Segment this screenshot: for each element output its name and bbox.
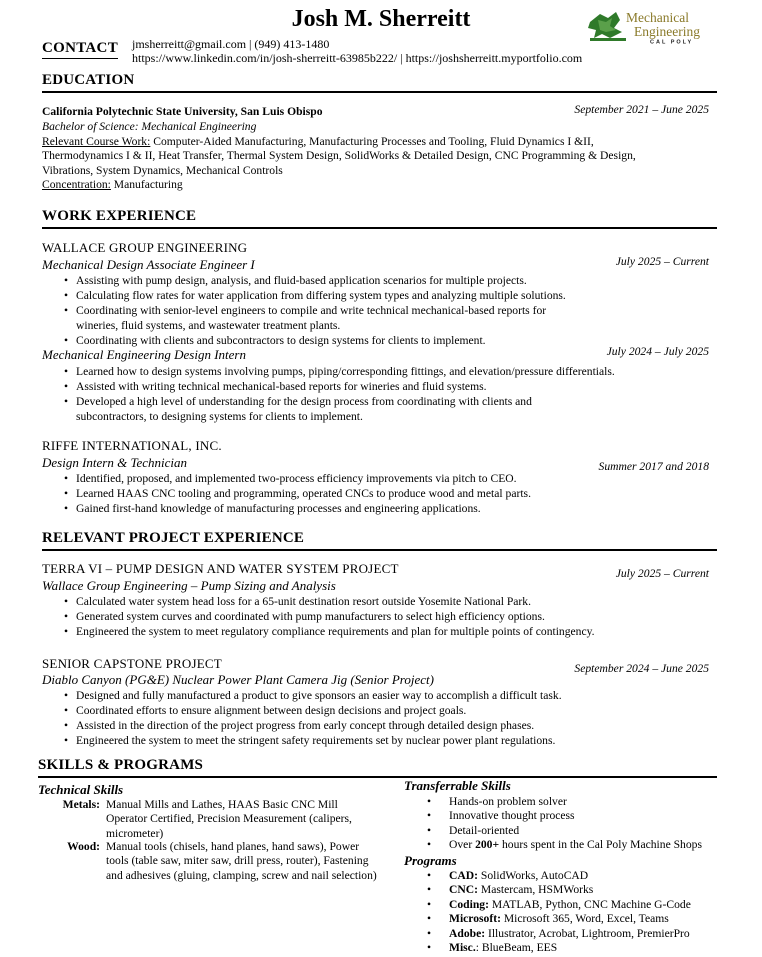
education-rule [42,91,717,93]
transferrable-skills-heading: Transferrable Skills [404,778,511,793]
list-item: • Learned HAAS CNC tooling and programming, operated CNCs to produce wood and metal parts. [42,486,722,501]
riffe-date: Summer 2017 and 2018 [598,460,709,473]
list-item: • Coordinated efforts to ensure alignment between design decisions and project goals. [42,703,722,718]
list-item: • Coordinating with clients and subcontractors to design systems for clients to implement. [42,333,722,348]
program-label: CAD: [449,869,478,882]
terra-date: July 2025 – Current [615,567,709,580]
cal-poly-leaf-icon [586,8,722,44]
wallace-role1: Mechanical Design Associate Engineer I [42,257,255,272]
contact-links[interactable]: https://www.linkedin.com/in/josh-sherreitt-63985b222/ | https://joshsherreitt.myportfolio.com [132,51,583,65]
metals-line: Manual Mills and Lathes, HAAS Basic CNC Mill [106,798,338,811]
list-item [404,898,734,912]
education-heading: EDUCATION [42,72,135,88]
skills-rule [38,776,717,778]
list-item: • Hands-on problem solver [404,795,734,809]
list-item: • Assisted in the direction of the project progress from early concept through detailed design phases. [42,718,722,733]
wood-line: and adhesives (gluing, clamping, screw and nail selection) [106,868,377,882]
list-item-text: hours spent in the Cal Poly Machine Shops [499,838,702,852]
program-label: Coding: [449,897,489,911]
list-item-text-cont: wineries, fluid systems, and wastewater treatment plants. [76,319,341,332]
mechanical-engineering-logo [586,8,722,44]
work-heading: WORK EXPERIENCE [42,208,197,224]
list-item [404,838,734,852]
metals-line: Operator Certified, Precision Measurement (calipers, [106,812,352,826]
transferrable-skills-list [404,795,734,853]
capstone-date: September 2024 – June 2025 [574,662,709,675]
list-item [404,869,734,883]
programs-list [404,869,734,955]
resume-name: Josh M. Sherreitt [291,6,471,32]
school-dates: September 2021 – June 2025 [574,103,709,116]
coursework-line3: Vibrations, System Dynamics, Mechanical Controls [42,163,283,177]
list-item: • Identified, proposed, and implemented two-process efficiency improvements via pitch to CEO. [42,471,722,486]
program-value: Microsoft 365, Word, Excel, Teams [500,912,669,926]
skills-heading: SKILLS & PROGRAMS [38,757,204,773]
list-item-text: Over [449,838,476,852]
list-item: • Engineered the system to meet regulatory compliance requirements and plan for multiple points of contingency. [42,624,722,639]
riffe-org: RIFFE INTERNATIONAL, INC. [42,438,222,453]
list-item [404,941,734,955]
contact-email-phone[interactable]: jmsherreitt@gmail.com | (949) 413-1480 [132,37,330,51]
wallace-date1: July 2025 – Current [615,255,709,268]
logo-line2: Engineering [634,24,700,39]
list-item: • Calculating flow rates for water application from differing system types and analyzing multiple solutions. [42,288,722,303]
wood-label: Wood: [67,840,100,853]
contact-heading: CONTACT [42,40,118,56]
list-item: • Learned how to design systems involving pumps, piping/corresponding fittings, and elevation/pressure differentials. [42,364,722,379]
list-item-text: Developed a high level of understanding for the design process from coordinating with clients and [76,395,532,408]
logo-line1: Mechanical [626,10,689,25]
list-item [404,927,734,941]
wallace-role2: Mechanical Engineering Design Intern [42,347,246,362]
list-item: • Assisting with pump design, analysis, and fluid-based application scenarios for multiple projects. [42,273,722,288]
program-value: SolidWorks, AutoCAD [477,869,589,882]
program-value: : BlueBeam, EES [475,941,558,955]
coursework-line2: Thermodynamics I & II, Heat Transfer, Thermal System Design, SolidWorks & Detailed Design, CNC Programming & Design, [42,149,636,163]
list-item: • Gained first-hand knowledge of manufacturing processes and engineering applications. [42,501,722,516]
list-item: • Generated system curves and coordinated with pump manufacturers to select high efficiency options. [42,609,722,624]
programs-heading: Programs [404,853,457,868]
metals-line: micrometer) [106,826,164,840]
wood-line: tools (table saw, miter saw, drill press, router), Fastening [106,854,369,868]
contact-info [132,37,582,65]
work-rule [42,227,717,229]
degree: Bachelor of Science: Mechanical Engineering [42,120,257,133]
coursework-line1: Computer-Aided Manufacturing, Manufacturing Processes and Tooling, Fluid Dynamics I &II, [150,135,594,148]
program-value: Mastercam, HSMWorks [477,883,594,897]
coursework [42,135,722,193]
logo-sub: CAL POLY [650,39,694,44]
program-label: Misc. [449,941,476,955]
program-value: Illustrator, Acrobat, Lightroom, PremierPro [485,926,690,940]
program-label: Adobe: [449,926,486,940]
capstone-bullets [42,688,722,748]
concentration-label: Concentration: [42,178,111,192]
metals-value [106,798,396,841]
wallace-date2: July 2024 – July 2025 [606,345,709,358]
projects-rule [42,549,717,551]
wood-line: Manual tools (chisels, hand planes, hand saws), Power [106,840,360,853]
list-item: • Detail-oriented [404,824,734,838]
program-label: CNC: [449,883,478,897]
list-item [42,303,722,333]
metals-label: Metals: [62,798,100,811]
program-label: Microsoft: [449,912,501,926]
wallace-bullets1 [42,273,722,348]
list-item: • Calculated water system head loss for a 65-unit destination resort outside Yosemite National Park. [42,594,722,609]
terra-sub: Wallace Group Engineering – Pump Sizing and Analysis [42,578,336,593]
list-item [404,912,734,926]
list-item: • Engineered the system to meet the stringent safety requirements set by nuclear power plant regulations. [42,733,722,748]
list-item-text: Coordinating with senior-level engineers to compile and write technical mechanical-based reports for [76,304,547,317]
wood-value [106,840,406,883]
capstone-sub: Diablo Canyon (PG&E) Nuclear Power Plant Camera Jig (Senior Project) [42,672,434,687]
program-value: MATLAB, Python, CNC Machine G-Code [488,897,691,911]
terra-title: TERRA VI – PUMP DESIGN AND WATER SYSTEM PROJECT [42,561,399,576]
riffe-role: Design Intern & Technician [42,455,188,470]
terra-bullets [42,594,722,639]
riffe-bullets [42,471,722,516]
list-item: • Innovative thought process [404,809,734,823]
capstone-title: SENIOR CAPSTONE PROJECT [42,656,222,671]
list-item-bold: 200+ [475,838,500,852]
wallace-org: WALLACE GROUP ENGINEERING [42,240,248,255]
concentration-value: Manufacturing [110,178,183,192]
list-item: • Assisted with writing technical mechanical-based reports for wineries and fluid systems. [42,379,722,394]
projects-heading: RELEVANT PROJECT EXPERIENCE [42,530,305,546]
wallace-bullets2 [42,364,722,424]
list-item [404,883,734,897]
list-item [42,394,722,424]
technical-skills-heading: Technical Skills [38,782,124,797]
coursework-label: Relevant Course Work: [42,135,151,148]
list-item-text-cont: subcontractors, to designing systems for clients to implement. [76,410,363,423]
list-item: • Designed and fully manufactured a product to give sponsors an easier way to accomplish a difficult task. [42,688,722,703]
school-name: California Polytechnic State University, San Luis Obispo [42,105,323,118]
